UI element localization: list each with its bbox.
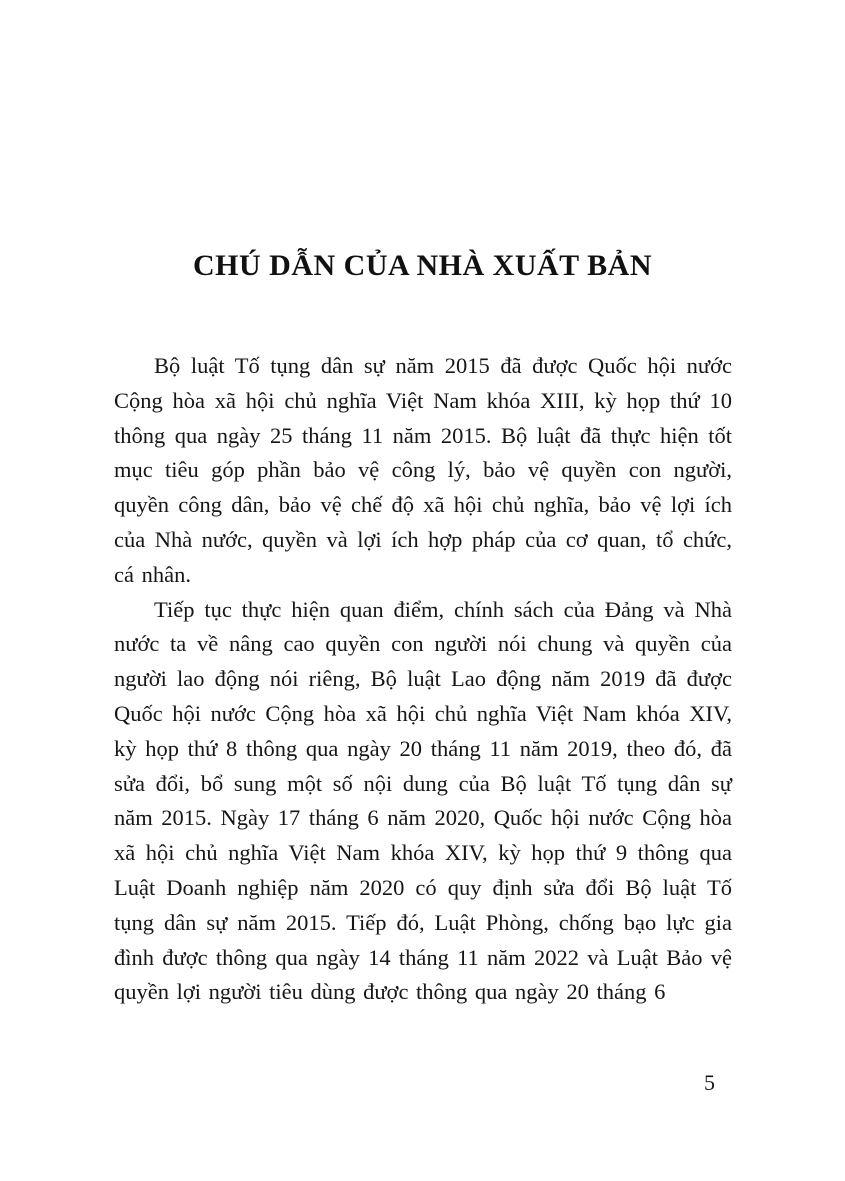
page-number: 5 (704, 1070, 715, 1095)
paragraph: Tiếp tục thực hiện quan điểm, chính sách của Đảng và Nhà nước ta về nâng cao quyền con người nói chung và quyền của người lao động nói riêng, Bộ luật Lao động năm 2019 đã được Quốc hội nước Cộng hòa xã hội chủ nghĩa Việt Nam khóa XIV, kỳ họp thứ 8 thông qua ngày 20 tháng 11 năm 2019, theo đó, đã sửa đổi, bổ sung một số nội dung của Bộ luật Tố tụng dân sự năm 2015. Ngày 17 tháng 6 năm 2020, Quốc hội nước Cộng hòa xã hội chủ nghĩa Việt Nam khóa XIV, kỳ họp thứ 9 thông qua Luật Doanh nghiệp năm 2020 có quy định sửa đổi Bộ luật Tố tụng dân sự năm 2015. Tiếp đó, Luật Phòng, chống bạo lực gia đình được thông qua ngày 14 tháng 11 năm 2022 và Luật Bảo vệ quyền lợi người tiêu dùng được thông qua ngày 20 tháng 6 (114, 596, 732, 1005)
paragraph: Bộ luật Tố tụng dân sự năm 2015 đã được Quốc hội nước Cộng hòa xã hội chủ nghĩa Việt Nam khóa XIII, kỳ họp thứ 10 thông qua ngày 25 tháng 11 năm 2015. Bộ luật đã thực hiện tốt mục tiêu góp phần bảo vệ công lý, bảo vệ quyền con người, quyền công dân, bảo vệ chế độ xã hội chủ nghĩa, bảo vệ lợi ích của Nhà nước, quyền và lợi ích hợp pháp của cơ quan, tổ chức, cá nhân. (114, 353, 732, 587)
body-text (114, 349, 732, 1010)
page-title: CHÚ DẪN CỦA NHÀ XUẤT BẢN (193, 249, 652, 282)
